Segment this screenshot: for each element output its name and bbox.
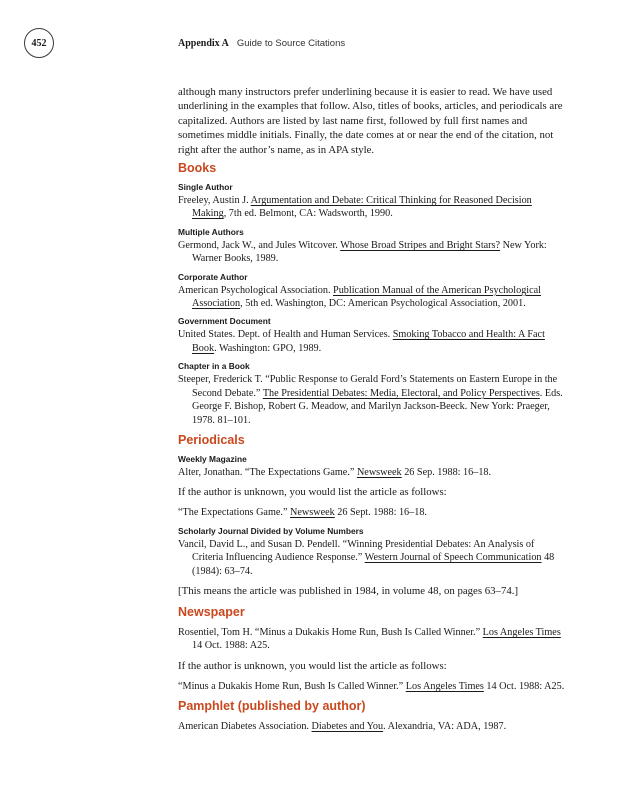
single-author-label: Single Author: [178, 182, 233, 193]
citation-title: Argumentation and Debate: Critical Thinking for Reasoned Decision Making: [192, 195, 532, 220]
citation-details: 26 Sept. 1988: 16–18.: [334, 507, 427, 519]
citation-title: Newsweek: [290, 507, 335, 519]
citation-newspaper-unknown: [178, 680, 568, 693]
citation-author: Freeley, Austin J.: [178, 195, 251, 207]
citation-chapter: [178, 373, 568, 427]
citation-details: . Eds. George F. Bishop, Robert G. Meadow, and Marilyn Jackson-Beeck. New York: Praeger, 1978. 81–101.: [192, 387, 563, 426]
books-section: [178, 161, 568, 427]
citation-author: American Diabetes Association.: [178, 721, 312, 733]
citation-author: Germond, Jack W., and Jules Witcover.: [178, 239, 341, 251]
citation-title: Los Angeles Times: [405, 680, 484, 692]
periodicals-section: [178, 433, 568, 598]
citation-details: 14 Oct. 1988: A25.: [483, 680, 565, 692]
pamphlet-heading: Pamphlet (published by author): [178, 699, 366, 714]
citation-weekly-magazine: [178, 466, 568, 479]
citation-details: 14 Oct. 1988: A25.: [192, 640, 270, 652]
newspaper-section: [178, 605, 568, 693]
citation-title: Smoking Tobacco and Health: A Fact Book: [192, 329, 545, 354]
citation-title: Western Journal of Speech Communication: [364, 552, 542, 564]
citation-details: , 5th ed. Washington, DC: American Psychological Association, 2001.: [240, 298, 526, 310]
citation-title: Whose Broad Stripes and Bright Stars?: [340, 239, 501, 251]
citation-title: The Presidential Debates: Media, Electoral, and Policy Perspectives: [262, 387, 540, 399]
citation-details: . Washington: GPO, 1989.: [214, 342, 322, 354]
citation-title: Publication Manual of the American Psychological Association: [192, 284, 541, 310]
citation-title: Los Angeles Times: [482, 626, 561, 638]
citation-title: Diabetes and You: [311, 721, 384, 733]
corporate-author-label: Corporate Author: [178, 271, 248, 282]
citation-details: New York: Warner Books, 1989.: [192, 239, 547, 265]
citation-author: Alter, Jonathan. “The Expectations Game.”: [178, 466, 357, 478]
citation-single-author: [178, 194, 568, 221]
multiple-authors-label: Multiple Authors: [178, 226, 244, 237]
citation-details: 48 (1984): 63–74.: [192, 552, 555, 577]
chapter-label: Chapter in a Book: [178, 361, 250, 372]
citation-corporate-author: [178, 284, 568, 311]
citation-author: Steeper, Frederick T. “Public Response to Gerald Ford’s Statements on Eastern Europe in the Second Debate.”: [178, 374, 558, 399]
scholarly-journal-label: Scholarly Journal Divided by Volume Numbers: [178, 525, 364, 536]
intro-paragraph: although many instructors prefer underlining because it is easier to read. We have used underlining in the examples that follow. Also, titles of books, articles, and periodicals are capitalized. Authors are listed by last name first, followed by full first names and sometimes middle initials. Finally, the date comes at or near the end of the citation, not right after the author’s name, as in APA style.: [178, 86, 563, 156]
citation-newspaper: [178, 626, 568, 653]
citation-author: “Minus a Dukakis Home Run, Bush Is Called Winner.”: [178, 680, 406, 692]
running-head: [178, 38, 345, 49]
citation-government-document: [178, 328, 568, 355]
page-number-badge: [24, 28, 54, 58]
citation-author: Rosentiel, Tom H. “Minus a Dukakis Home Run, Bush Is Called Winner.”: [178, 626, 483, 638]
newspaper-heading: Newspaper: [178, 604, 245, 619]
citation-weekly-unknown: [178, 506, 568, 519]
page-content: [178, 85, 568, 740]
government-document-label: Government Document: [178, 316, 271, 327]
running-head-title: Guide to Source Citations: [236, 38, 346, 49]
pamphlet-section: [178, 699, 568, 733]
weekly-magazine-label: Weekly Magazine: [178, 453, 247, 464]
citation-pamphlet: [178, 720, 568, 733]
citation-author: Vancil, David L., and Susan D. Pendell. “Winning Presidential Debates: An Analysis of Criteria Influencing Audience Response.”: [178, 538, 535, 564]
citation-details: . Alexandria, VA: ADA, 1987.: [383, 721, 507, 733]
citation-title: Newsweek: [356, 466, 402, 478]
citation-details: , 7th ed. Belmont, CA: Wadsworth, 1990.: [223, 208, 393, 220]
citation-multiple-authors: [178, 239, 568, 266]
unknown-author-note: If the author is unknown, you would list the article as follows:: [178, 486, 447, 499]
unknown-author-note: If the author is unknown, you would list the article as follows:: [178, 659, 447, 672]
citation-details: 26 Sep. 1988: 16–18.: [401, 466, 492, 478]
books-heading: Books: [178, 161, 217, 176]
citation-author: American Psychological Association.: [178, 284, 334, 296]
page-number: 452: [31, 37, 47, 49]
citation-author: “The Expectations Game.”: [178, 507, 291, 519]
appendix-label: Appendix A: [178, 38, 229, 49]
citation-scholarly-journal: [178, 538, 568, 578]
journal-explanation-note: [This means the article was published in 1984, in volume 48, on pages 63–74.]: [178, 584, 519, 597]
citation-author: United States. Dept. of Health and Human Services.: [178, 329, 393, 341]
periodicals-heading: Periodicals: [178, 432, 245, 447]
